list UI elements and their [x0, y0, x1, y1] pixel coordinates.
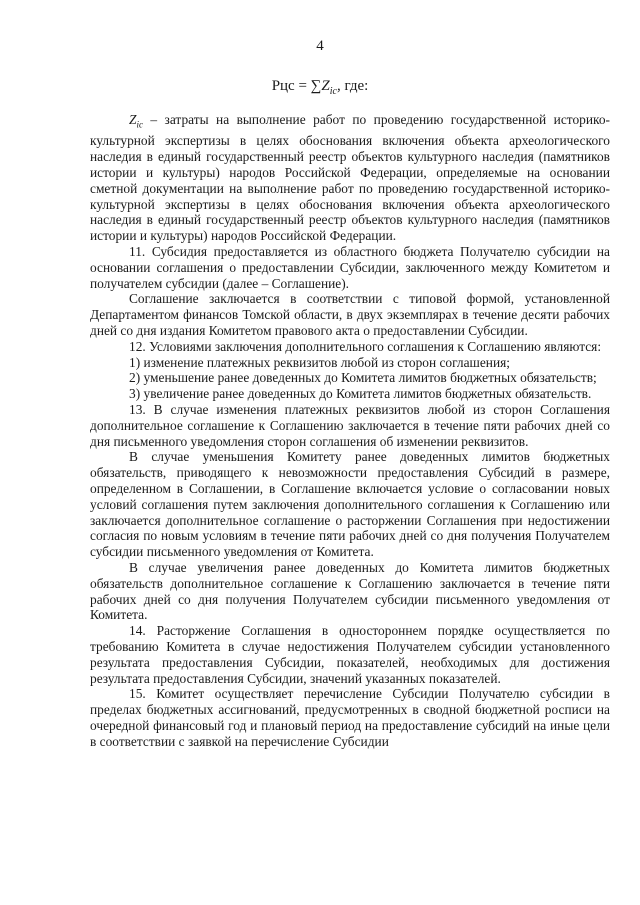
- formula: [0, 78, 640, 97]
- formula-variable: Z: [321, 78, 330, 94]
- paragraph-13-increase: В случае увеличения ранее доведенных до Комитета лимитов бюджетных обязательств дополнительное соглашение к Соглашению заключается в течение пяти рабочих дней со дня получения Получателем субсидии письменного уведомления от Комитета.: [90, 559, 610, 623]
- paragraph-13-decrease: В случае уменьшения Комитету ранее доведенных лимитов бюджетных обязательств, приводящего к невозможности предоставления Субсидий в размере, определенном в Соглашении, в Соглашение включается условие о согласовании новых условий соглашения путем заключения дополнительного соглашения к Соглашению или заключается дополнительное соглашение о расторжении Соглашения при недостижении согласия по новым условиям в течение пяти рабочих дней со дня получения Получателем субсидии письменного уведомления от Комитета.: [90, 449, 610, 560]
- paragraph-12: 12. Условиями заключения дополнительного соглашения к Соглашению являются:: [129, 338, 602, 354]
- paragraph-12-item-1: 1) изменение платежных реквизитов любой из сторон соглашения;: [129, 354, 511, 370]
- formula-lhs: Рцс = ∑: [271, 78, 322, 94]
- definition-variable: $Z_{ic}$: [129, 112, 143, 130]
- page-number: 4: [316, 38, 324, 54]
- paragraph-11-agreement: Соглашение заключается в соответствии с типовой формой, установленной Департаментом финансов Томской области, в двух экземплярах в течение десяти рабочих дней со дня издания Комитетом правового акта о предоставлении Субсидии.: [90, 291, 610, 339]
- definition-text: – затраты на выполнение работ по проведению государственной историко-культурной экспертизы в целях обоснования включения объекта археологического наследия в единый государственный реестр объектов культурного наследия (памятников истории и культуры) народов Российской Федерации, определяемые на основании сметной документации на выполнение работ по проведению государственной историко-культурной экспертизы в целях обоснования включения объекта археологического наследия в единый государственный реестр объектов культурного наследия (памятников истории и культуры) народов Российской Федерации.: [90, 112, 610, 244]
- paragraph-13: 13. В случае изменения платежных реквизитов любой из сторон Соглашения дополнительное соглашение к Соглашению заключается в течение пяти рабочих дней со дня письменного уведомления сторон соглашения об изменении реквизитов.: [90, 402, 610, 449]
- definition-paragraph: [90, 112, 610, 244]
- paragraph-14: 14. Расторжение Соглашения в одностороннем порядке осуществляется по требованию Комитета в случае недостижения Получателем субсидии установленного результата предоставления Субсидии, показателей, необходимых для достижения результата предоставления Субсидии, значений указанных показателей.: [90, 623, 610, 686]
- body-text: [90, 112, 610, 750]
- paragraph-12-item-2: 2) уменьшение ранее доведенных до Комитета лимитов бюджетных обязательств;: [129, 370, 597, 386]
- paragraph-11: 11. Субсидия предоставляется из областного бюджета Получателю субсидии на основании соглашения о предоставлении Субсидии, заключенного между Комитетом и получателем субсидии (далее – Соглашение).: [90, 244, 610, 291]
- paragraph-12-item-3: 3) увеличение ранее доведенных до Комитета лимитов бюджетных обязательств.: [129, 386, 592, 402]
- formula-tail: , где:: [336, 78, 369, 94]
- formula-subscript: ic: [329, 86, 337, 97]
- paragraph-15: 15. Комитет осуществляет перечисление Субсидии Получателю субсидии в пределах бюджетных ассигнований, предусмотренных в сводной бюджетной росписи на очередной финансовый год и плановый период на предоставление субсидий на иные цели в соответствии с заявкой на перечисление Субсидии: [90, 686, 610, 749]
